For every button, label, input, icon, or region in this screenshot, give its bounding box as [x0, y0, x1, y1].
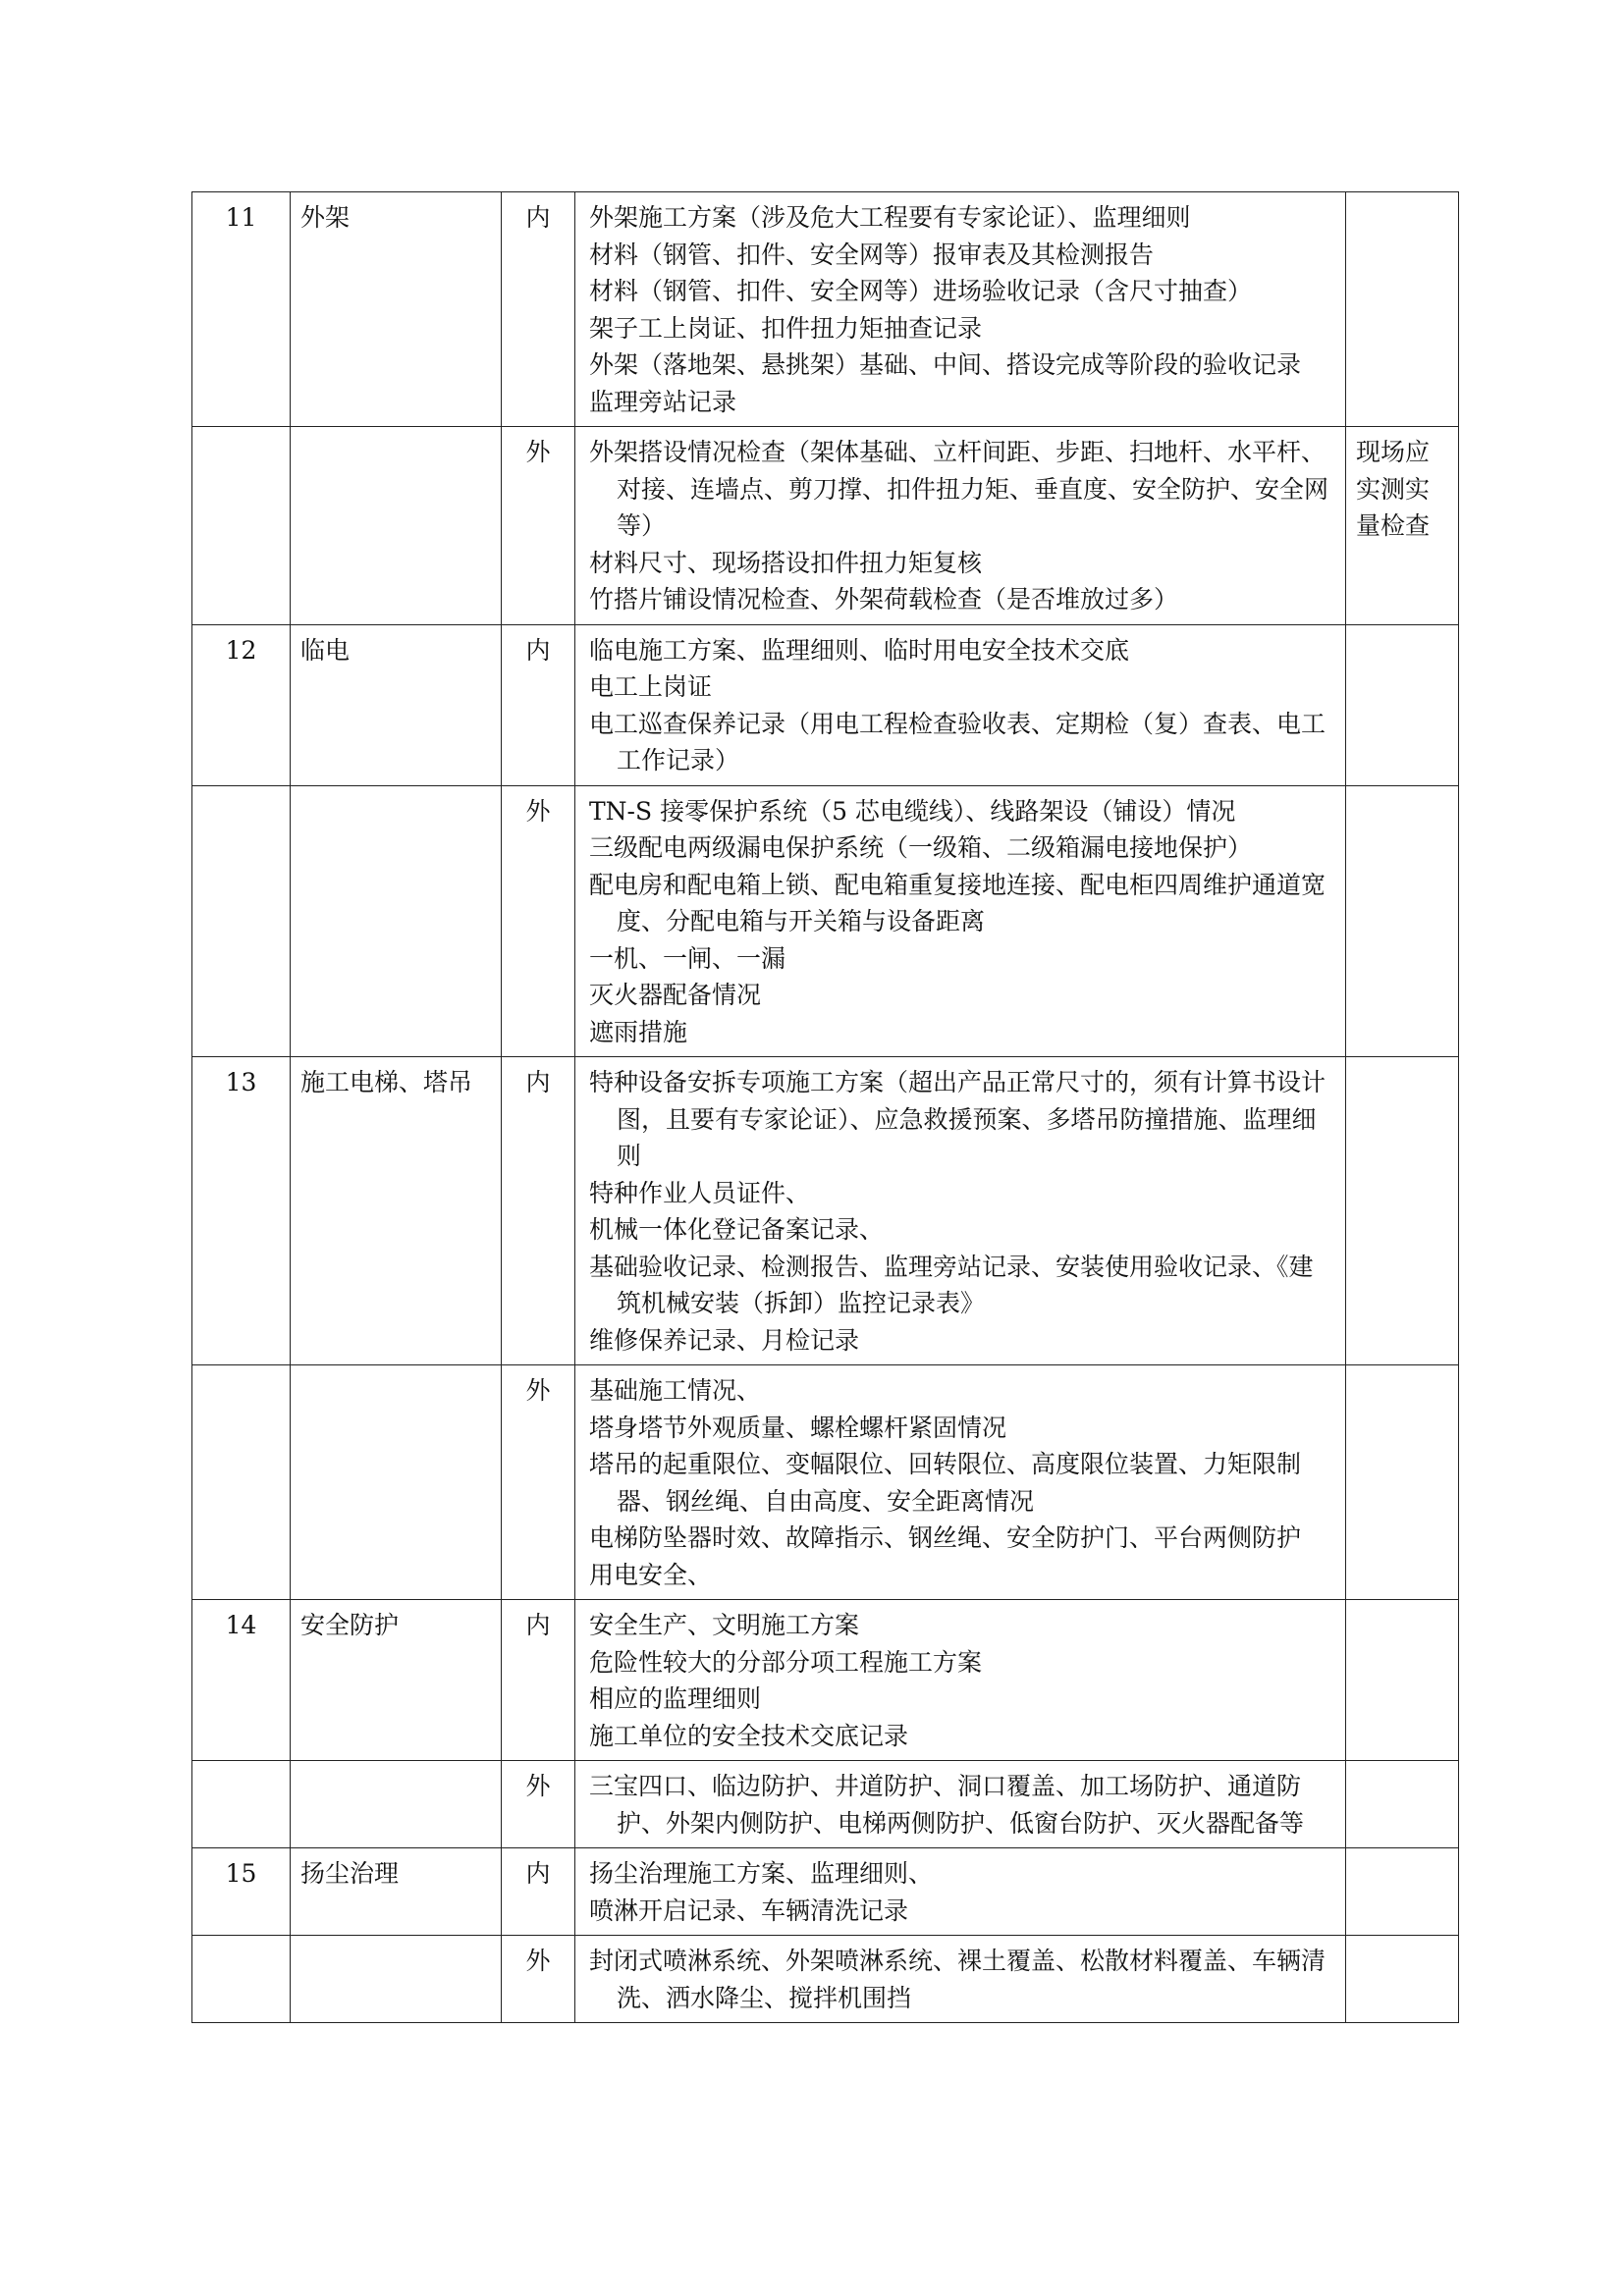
check-content-line: 危险性较大的分部分项工程施工方案 — [589, 1647, 983, 1677]
table-row — [192, 1936, 1459, 2023]
check-type: 外 — [502, 785, 575, 1057]
check-content — [575, 624, 1346, 785]
check-content-line: 遮雨措施 — [589, 1017, 688, 1046]
remark — [1346, 1848, 1459, 1936]
check-content-line: 外架（落地架、悬挑架）基础、中间、搭设完成等阶段的验收记录 — [589, 350, 1302, 379]
item-name — [291, 1365, 502, 1600]
check-type: 内 — [502, 624, 575, 785]
check-content — [575, 1761, 1346, 1848]
item-name — [291, 427, 502, 625]
check-content-line: 监理旁站记录 — [589, 387, 737, 416]
check-content-line: 扬尘治理施工方案、监理细则、 — [589, 1859, 934, 1888]
check-content-line: 材料尺寸、现场搭设扣件扭力矩复核 — [589, 548, 983, 577]
item-number: 13 — [192, 1057, 291, 1365]
check-content-line: 施工单位的安全技术交底记录 — [589, 1721, 909, 1750]
remark: 现场应实测实量检查 — [1346, 427, 1459, 625]
check-content-line: 电梯防坠器时效、故障指示、钢丝绳、安全防护门、平台两侧防护 — [589, 1523, 1302, 1552]
check-content-line: 相应的监理细则 — [589, 1684, 762, 1713]
check-content-line: 三级配电两级漏电保护系统（一级箱、二级箱漏电接地保护） — [589, 833, 1253, 862]
remark — [1346, 1057, 1459, 1365]
item-number: 14 — [192, 1600, 291, 1761]
item-name — [291, 1761, 502, 1848]
check-content-line: 封闭式喷淋系统、外架喷淋系统、裸土覆盖、松散材料覆盖、车辆清洗、洒水降尘、搅拌机围挡 — [589, 1947, 1326, 2012]
check-content-line: 电工上岗证 — [589, 672, 713, 701]
remark — [1346, 1365, 1459, 1600]
check-type: 内 — [502, 1600, 575, 1761]
item-number: 12 — [192, 624, 291, 785]
item-number: 11 — [192, 192, 291, 427]
table-row — [192, 1761, 1459, 1848]
table-row — [192, 1057, 1459, 1365]
check-content-line: 架子工上岗证、扣件扭力矩抽查记录 — [589, 313, 983, 343]
inspection-table — [191, 191, 1459, 2023]
check-content-line: 塔身塔节外观质量、螺栓螺杆紧固情况 — [589, 1413, 1007, 1442]
check-content — [575, 785, 1346, 1057]
table-row — [192, 427, 1459, 625]
check-content-line: 临电施工方案、监理细则、临时用电安全技术交底 — [589, 635, 1130, 665]
check-content-line: 机械一体化登记备案记录、 — [589, 1215, 885, 1244]
check-type: 外 — [502, 1936, 575, 2023]
check-content-line: 竹搭片铺设情况检查、外架荷载检查（是否堆放过多） — [589, 585, 1179, 614]
item-name: 扬尘治理 — [291, 1848, 502, 1936]
check-content-line: 喷淋开启记录、车辆清洗记录 — [589, 1896, 909, 1925]
check-content — [575, 1848, 1346, 1936]
check-content-line: 外架搭设情况检查（架体基础、立杆间距、步距、扫地杆、水平杆、对接、连墙点、剪刀撑、扣件扭力矩、垂直度、安全防护、安全网等） — [589, 438, 1329, 540]
check-content-line: 材料（钢管、扣件、安全网等）报审表及其检测报告 — [589, 240, 1155, 269]
check-content — [575, 427, 1346, 625]
item-number — [192, 1936, 291, 2023]
check-type: 内 — [502, 1848, 575, 1936]
check-type: 外 — [502, 1761, 575, 1848]
check-content — [575, 1600, 1346, 1761]
item-name: 外架 — [291, 192, 502, 427]
item-name: 施工电梯、塔吊 — [291, 1057, 502, 1365]
item-name: 临电 — [291, 624, 502, 785]
check-content-line: 基础验收记录、检测报告、监理旁站记录、安装使用验收记录、《建筑机械安装（拆卸）监控记录表》 — [589, 1252, 1314, 1317]
table-row — [192, 624, 1459, 785]
check-content-line: 特种作业人员证件、 — [589, 1178, 811, 1207]
check-content-line: 灭火器配备情况 — [589, 981, 762, 1009]
check-content — [575, 1936, 1346, 2023]
item-number — [192, 427, 291, 625]
remark — [1346, 192, 1459, 427]
item-name — [291, 785, 502, 1057]
table-row — [192, 785, 1459, 1057]
item-number — [192, 1365, 291, 1600]
check-content-line: 安全生产、文明施工方案 — [589, 1611, 860, 1639]
check-content-line: 基础施工情况、 — [589, 1376, 762, 1405]
remark — [1346, 785, 1459, 1057]
check-content — [575, 1057, 1346, 1365]
check-content — [575, 192, 1346, 427]
check-type: 外 — [502, 427, 575, 625]
check-type: 外 — [502, 1365, 575, 1600]
remark — [1346, 1761, 1459, 1848]
check-content-line: 特种设备安拆专项施工方案（超出产品正常尺寸的，须有计算书设计图，且要有专家论证）、应急救援预案、多塔吊防撞措施、监理细则 — [589, 1068, 1326, 1170]
check-type: 内 — [502, 192, 575, 427]
check-content-line: 一机、一闸、一漏 — [589, 943, 786, 973]
check-content-line: 维修保养记录、月检记录 — [589, 1325, 860, 1355]
item-name: 安全防护 — [291, 1600, 502, 1761]
table-row — [192, 1365, 1459, 1600]
remark — [1346, 1936, 1459, 2023]
check-content-line: 配电房和配电箱上锁、配电箱重复接地连接、配电柜四周维护通道宽度、分配电箱与开关箱与设备距离 — [589, 870, 1326, 935]
check-content-line: 材料（钢管、扣件、安全网等）进场验收记录（含尺寸抽查） — [589, 277, 1253, 305]
check-content — [575, 1365, 1346, 1600]
table-row — [192, 192, 1459, 427]
check-content-line: 三宝四口、临边防护、井道防护、洞口覆盖、加工场防护、通道防护、外架内侧防护、电梯两侧防护、低窗台防护、灭火器配备等 — [589, 1772, 1305, 1838]
check-content-line: 塔吊的起重限位、变幅限位、回转限位、高度限位装置、力矩限制器、钢丝绳、自由高度、安全距离情况 — [589, 1450, 1302, 1516]
check-content-line: 用电安全、 — [589, 1560, 713, 1589]
check-type: 内 — [502, 1057, 575, 1365]
remark — [1346, 1600, 1459, 1761]
check-content-line: TN-S 接零保护系统（5 芯电缆线）、线路架设（铺设）情况 — [589, 796, 1236, 826]
item-name — [291, 1936, 502, 2023]
table-row — [192, 1600, 1459, 1761]
check-content-line: 外架施工方案（涉及危大工程要有专家论证）、监理细则 — [589, 203, 1191, 232]
item-number: 15 — [192, 1848, 291, 1936]
item-number — [192, 1761, 291, 1848]
check-content-line: 电工巡查保养记录（用电工程检查验收表、定期检（复）查表、电工工作记录） — [589, 709, 1326, 774]
item-number — [192, 785, 291, 1057]
table-row — [192, 1848, 1459, 1936]
remark — [1346, 624, 1459, 785]
